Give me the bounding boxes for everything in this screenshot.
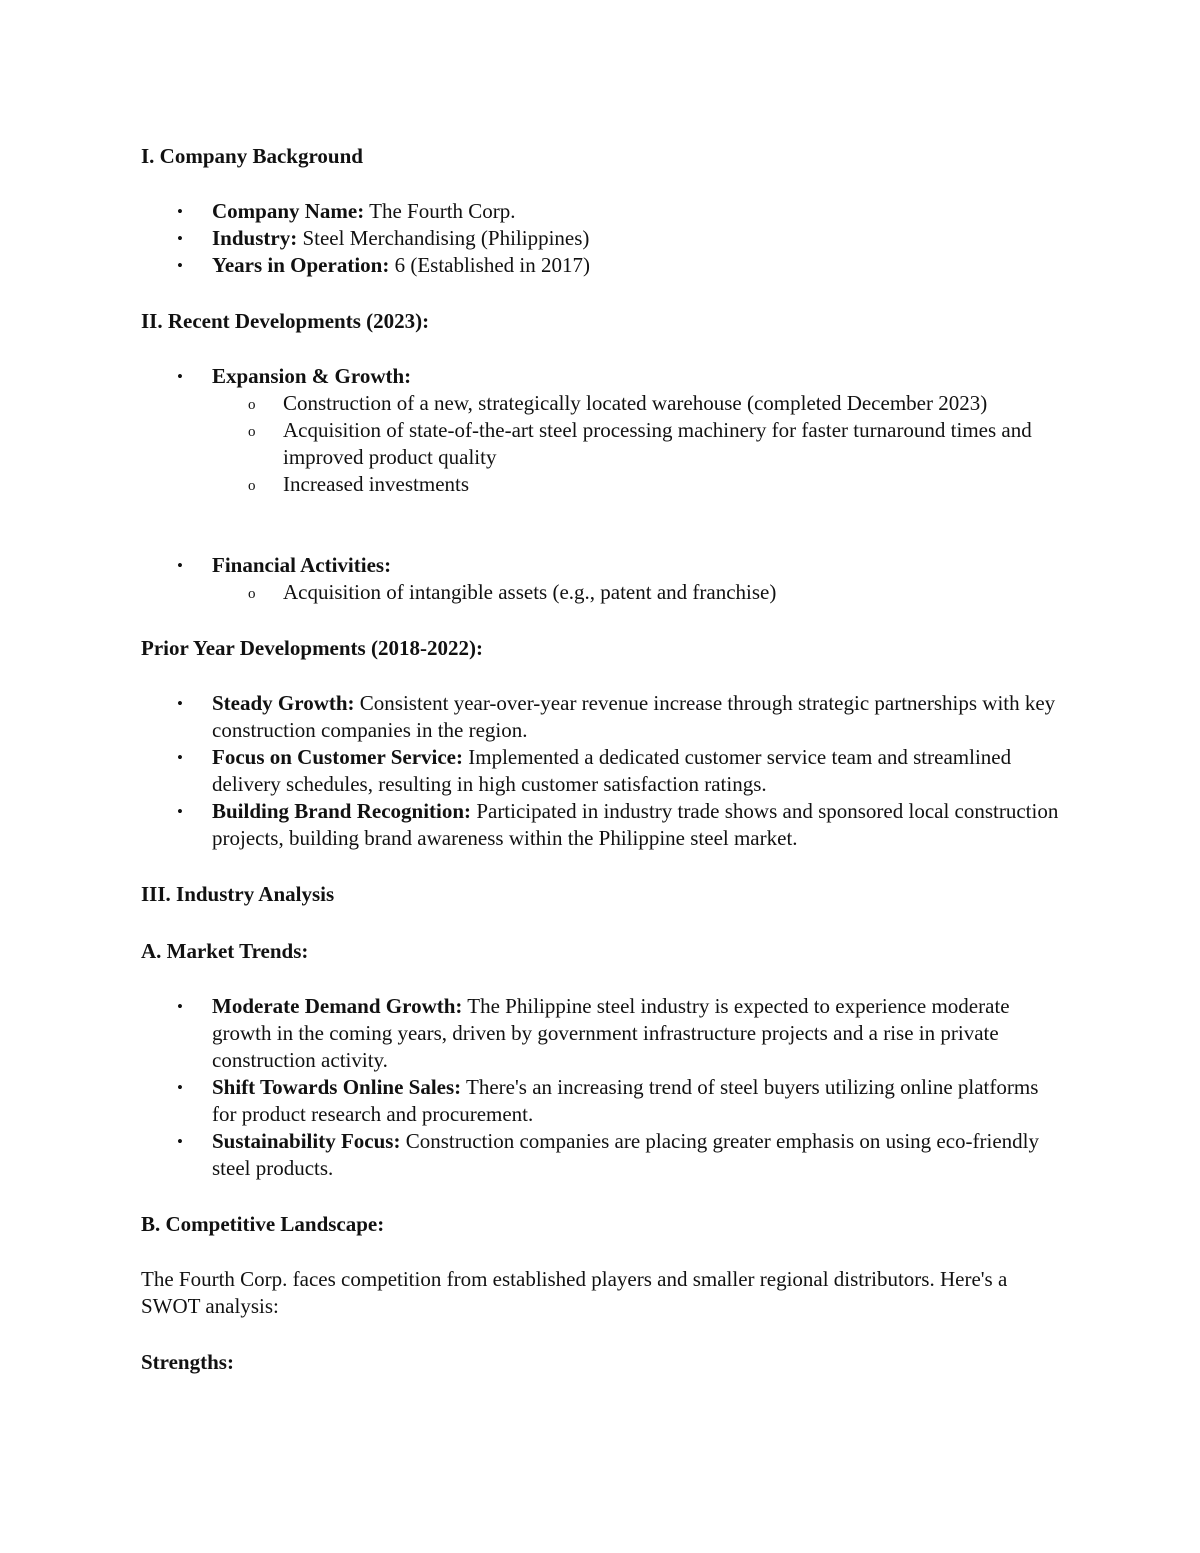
bullet-icon: • (177, 802, 183, 821)
sub-list-item (212, 579, 1061, 606)
bullet-icon: • (177, 256, 183, 275)
spacer (141, 525, 1061, 552)
financial-activities-list (141, 552, 1061, 606)
item-label: Shift Towards Online Sales: (212, 1075, 462, 1099)
bullet-icon: • (177, 1132, 183, 1151)
bullet-icon: • (177, 367, 183, 386)
section-heading-industry-analysis: III. Industry Analysis (141, 882, 335, 906)
sub-bullet-icon: o (248, 586, 256, 602)
list-item (141, 1074, 1061, 1128)
bullet-icon: • (177, 997, 183, 1016)
bullet-icon: • (177, 556, 183, 575)
item-label: Steady Growth: (212, 691, 355, 715)
item-label: Years in Operation: (212, 253, 390, 277)
recent-developments-list (141, 363, 1061, 498)
item-text: Consistent year-over-year revenue increase through strategic partnerships with key construction companies in the region. (212, 691, 1056, 742)
item-label: Moderate Demand Growth: (212, 994, 463, 1018)
list-item (141, 225, 1061, 252)
section-heading-market-trends: A. Market Trends: (141, 939, 309, 963)
list-item (141, 198, 1061, 225)
item-label: Building Brand Recognition: (212, 799, 472, 823)
item-text: Construction companies are placing greater emphasis on using eco-friendly steel products. (212, 1129, 1040, 1180)
sub-item-text: Acquisition of state-of-the-art steel processing machinery for faster turnaround times and improved product quality (283, 418, 1032, 469)
item-label: Financial Activities: (212, 553, 392, 577)
sub-list-item (212, 417, 1061, 471)
bullet-icon: • (177, 694, 183, 713)
prior-developments-list (141, 690, 1061, 852)
list-item (141, 252, 1061, 279)
list-item (141, 798, 1061, 852)
bullet-icon: • (177, 202, 183, 221)
item-text: Participated in industry trade shows and sponsored local construction projects, building brand awareness within the Philippine steel market. (212, 799, 1059, 850)
item-text: The Philippine steel industry is expected to experience moderate growth in the coming years, driven by government infrastructure projects and a rise in private construction activity. (212, 994, 1010, 1072)
section-heading-recent-developments: II. Recent Developments (2023): (141, 309, 430, 333)
list-item (141, 1128, 1061, 1182)
spacer (141, 498, 1061, 525)
sub-bullet-icon: o (248, 397, 256, 413)
item-text: Steel Merchandising (Philippines) (297, 226, 590, 250)
bullet-icon: • (177, 229, 183, 248)
sub-item-text: Construction of a new, strategically located warehouse (completed December 2023) (283, 391, 988, 415)
item-text: 6 (Established in 2017) (389, 253, 590, 277)
list-item-financial (141, 552, 1061, 606)
list-item (141, 690, 1061, 744)
section-heading-strengths: Strengths: (141, 1350, 234, 1374)
bullet-icon: • (177, 748, 183, 767)
sub-list-item (212, 471, 1061, 498)
item-label: Focus on Customer Service: (212, 745, 463, 769)
list-item-expansion (141, 363, 1061, 498)
sub-item-text: Increased investments (283, 472, 470, 496)
list-item (141, 993, 1061, 1074)
item-text: The Fourth Corp. (364, 199, 516, 223)
market-trends-list (141, 993, 1061, 1182)
item-text: There's an increasing trend of steel buyers utilizing online platforms for product research and procurement. (212, 1075, 1039, 1126)
item-label: Sustainability Focus: (212, 1129, 401, 1153)
section-heading-prior-developments: Prior Year Developments (2018-2022): (141, 636, 483, 660)
list-item (141, 744, 1061, 798)
item-label: Expansion & Growth: (212, 364, 412, 388)
document-page (141, 141, 1061, 1404)
section-heading-competitive-landscape: B. Competitive Landscape: (141, 1212, 385, 1236)
competitive-landscape-paragraph: The Fourth Corp. faces competition from established players and smaller regional distributors. Here's a SWOT analysis: (141, 1267, 1008, 1318)
sub-bullet-icon: o (248, 424, 256, 440)
item-label: Company Name: (212, 199, 365, 223)
sub-bullet-icon: o (248, 478, 256, 494)
item-text: Implemented a dedicated customer service team and streamlined delivery schedules, resulting in high customer satisfaction ratings. (212, 745, 1012, 796)
sub-item-text: Acquisition of intangible assets (e.g., patent and franchise) (283, 580, 777, 604)
company-background-list (141, 198, 1061, 279)
item-label: Industry: (212, 226, 298, 250)
financial-sublist (212, 579, 1061, 606)
expansion-sublist (212, 390, 1061, 498)
sub-list-item (212, 390, 1061, 417)
section-heading-company-background: I. Company Background (141, 144, 363, 168)
bullet-icon: • (177, 1078, 183, 1097)
